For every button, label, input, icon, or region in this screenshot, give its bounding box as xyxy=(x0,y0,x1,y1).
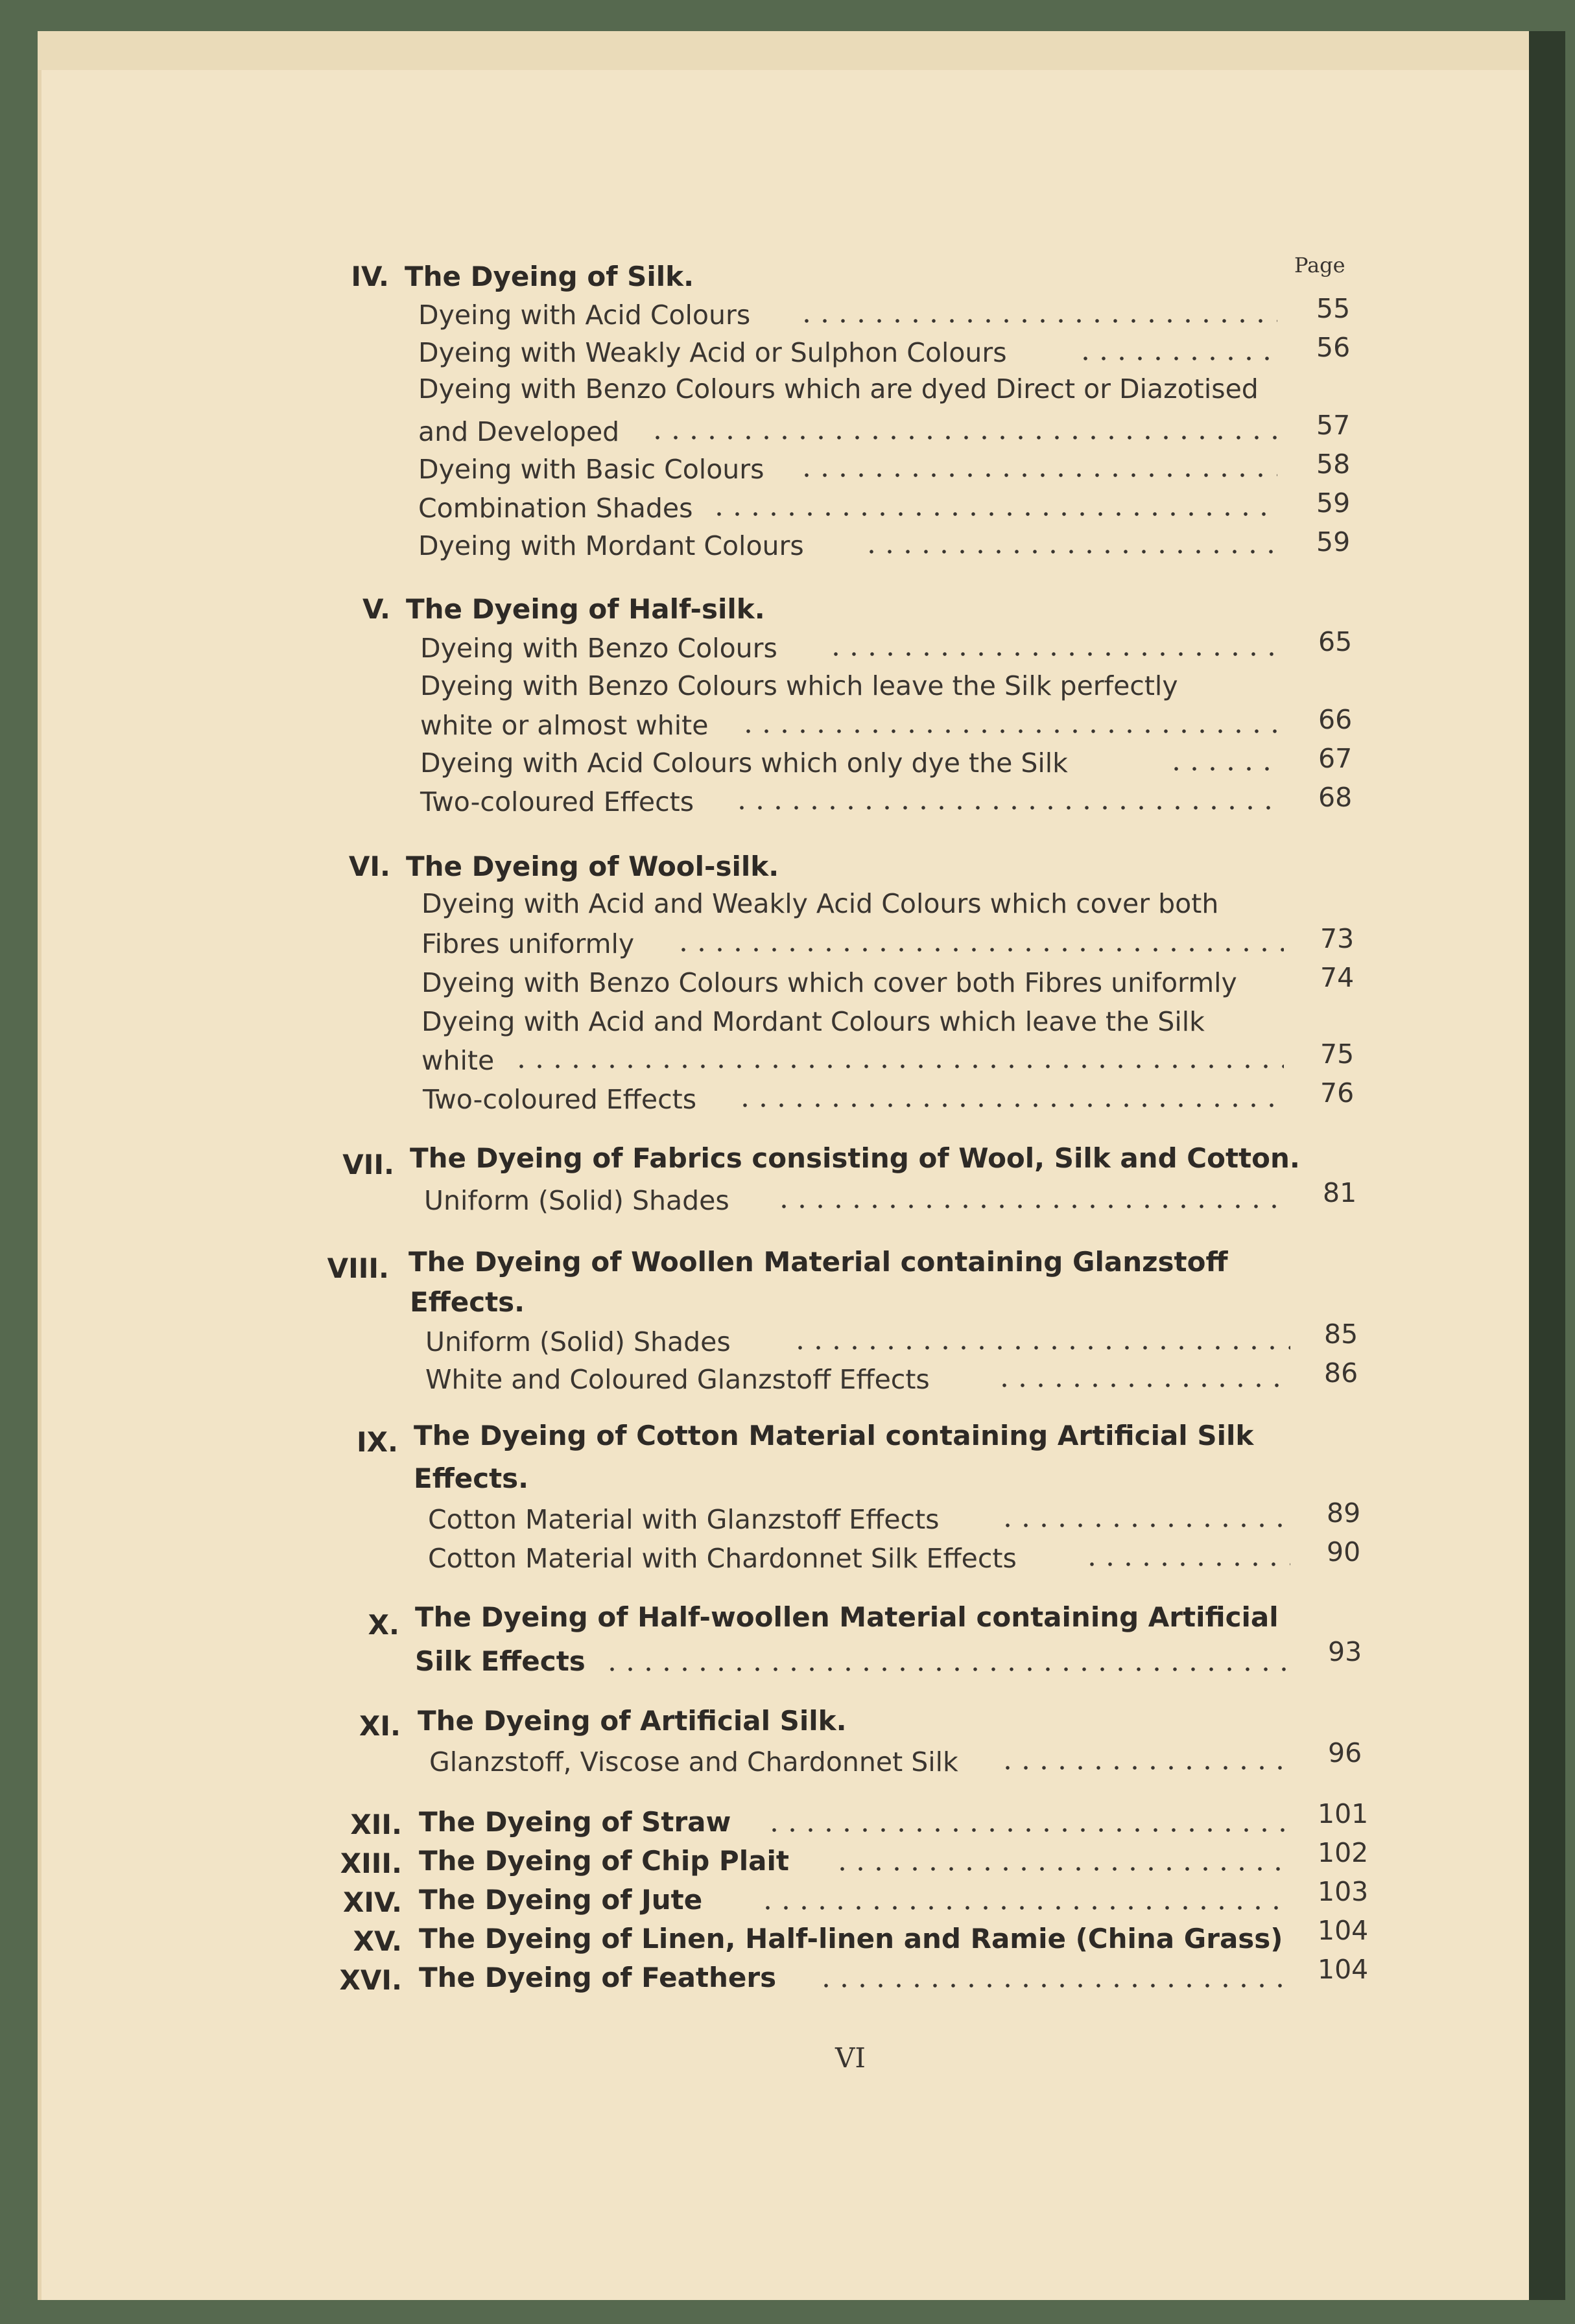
leader-dots xyxy=(999,1766,1290,1770)
leader-dots xyxy=(710,512,1277,516)
section-number: VI. xyxy=(348,851,390,882)
leader-dots xyxy=(833,1867,1290,1871)
leader-dots xyxy=(775,1204,1287,1208)
toc-entry-continued: white or almost white xyxy=(420,710,709,741)
section-title-continued: Effects. xyxy=(410,1286,525,1318)
page-number: 75 xyxy=(1320,1039,1355,1070)
toc-entry: Two-coloured Effects xyxy=(420,786,694,817)
page-number: 58 xyxy=(1316,449,1351,480)
section-title: The Dyeing of Half-silk. xyxy=(406,593,765,625)
page-number: 57 xyxy=(1316,410,1351,441)
page-number: 104 xyxy=(1318,1915,1369,1946)
leader-dots xyxy=(1076,357,1277,360)
section-number: V. xyxy=(362,593,390,625)
section-number: X. xyxy=(368,1609,399,1641)
page-number: 90 xyxy=(1327,1536,1361,1567)
section-title: The Dyeing of Chip Plait xyxy=(419,1845,789,1877)
leader-dots xyxy=(765,1828,1290,1832)
toc-entry: Dyeing with Benzo Colours xyxy=(420,633,777,664)
toc-entry: Cotton Material with Chardonnet Silk Effects xyxy=(428,1543,1017,1574)
page-number: 104 xyxy=(1318,1954,1369,1985)
toc-entry-continued: white xyxy=(421,1045,495,1076)
page-number: 67 xyxy=(1318,743,1353,774)
toc-entry: Dyeing with Mordant Colours xyxy=(418,530,804,561)
section-title: The Dyeing of Jute xyxy=(419,1884,703,1916)
leader-dots xyxy=(674,948,1284,952)
leader-dots xyxy=(759,1906,1290,1910)
leader-dots xyxy=(603,1667,1290,1671)
page-number: 55 xyxy=(1316,293,1351,324)
toc-entry: Dyeing with Acid and Mordant Colours which leave the Silk xyxy=(421,1006,1205,1037)
page-number: 96 xyxy=(1328,1737,1362,1768)
section-title: The Dyeing of Linen, Half-linen and Ramie (China Grass) xyxy=(419,1923,1283,1954)
section-number: XVI. xyxy=(339,1964,402,1996)
page-number: 56 xyxy=(1316,332,1351,363)
section-number: XI. xyxy=(359,1710,401,1742)
page-number: 68 xyxy=(1318,782,1353,813)
toc-entry: Dyeing with Benzo Colours which leave the Silk perfectly xyxy=(420,670,1178,701)
section-number: VII. xyxy=(342,1149,394,1180)
toc-entry: Dyeing with Acid Colours xyxy=(418,299,751,331)
toc-entry: White and Coloured Glanzstoff Effects xyxy=(425,1364,930,1395)
page-number: 74 xyxy=(1320,962,1355,993)
page-number: 93 xyxy=(1328,1636,1362,1667)
leader-dots xyxy=(1167,767,1281,771)
leader-dots xyxy=(739,729,1281,733)
leader-dots xyxy=(736,1103,1284,1107)
leader-dots xyxy=(995,1383,1290,1387)
leader-dots xyxy=(512,1064,1284,1068)
page-number: 85 xyxy=(1324,1319,1358,1350)
section-title: The Dyeing of Fabrics consisting of Wool, Silk and Cotton. xyxy=(410,1142,1300,1174)
leader-dots xyxy=(648,436,1277,440)
leader-dots xyxy=(798,319,1277,323)
leader-dots xyxy=(791,1346,1290,1350)
section-title: The Dyeing of Feathers xyxy=(419,1962,777,1993)
section-title: The Dyeing of Half-woollen Material containing Artificial xyxy=(415,1601,1279,1633)
toc-entry: Dyeing with Benzo Colours which are dyed Direct or Diazotised xyxy=(418,373,1259,405)
toc-entry-continued: Fibres uniformly xyxy=(421,928,635,959)
leader-dots xyxy=(733,806,1281,810)
section-number: XV. xyxy=(353,1925,402,1957)
page-number: 102 xyxy=(1318,1837,1369,1868)
leader-dots xyxy=(798,473,1277,477)
section-number: XII. xyxy=(350,1809,402,1840)
toc-entry: Uniform (Solid) Shades xyxy=(424,1185,729,1216)
folio-number: VI xyxy=(835,2042,866,2074)
toc-entry: Combination Shades xyxy=(418,493,693,524)
leader-dots xyxy=(817,1984,1290,1988)
section-number: XIV. xyxy=(342,1886,402,1918)
section-title: The Dyeing of Wool-silk. xyxy=(406,851,779,882)
page-number: 89 xyxy=(1327,1497,1361,1529)
toc-entry: Dyeing with Acid and Weakly Acid Colours which cover both xyxy=(421,888,1219,919)
page-number: 59 xyxy=(1316,487,1351,519)
page-number: 103 xyxy=(1318,1876,1369,1907)
page-number: 59 xyxy=(1316,526,1351,558)
section-title-continued: Effects. xyxy=(414,1462,529,1494)
leader-dots xyxy=(862,550,1277,554)
leader-dots xyxy=(999,1523,1290,1527)
toc-entry: Cotton Material with Glanzstoff Effects xyxy=(428,1504,940,1535)
toc-entry: Two-coloured Effects xyxy=(423,1084,697,1115)
page-number: 73 xyxy=(1320,923,1355,954)
section-title: The Dyeing of Straw xyxy=(419,1806,731,1838)
section-title: The Dyeing of Silk. xyxy=(405,261,694,292)
section-title-continued: Silk Effects xyxy=(415,1645,586,1677)
page-number: 66 xyxy=(1318,704,1353,735)
page-number: 86 xyxy=(1324,1357,1358,1389)
toc-entry: Dyeing with Weakly Acid or Sulphon Colours xyxy=(418,337,1007,368)
toc-entry: Glanzstoff, Viscose and Chardonnet Silk xyxy=(429,1746,958,1778)
page-number: 101 xyxy=(1318,1798,1369,1829)
page-number: 76 xyxy=(1320,1077,1355,1109)
leader-dots xyxy=(1083,1562,1290,1566)
section-title: The Dyeing of Artificial Silk. xyxy=(418,1705,847,1737)
section-title: The Dyeing of Woollen Material containing Glanzstoff xyxy=(409,1246,1228,1278)
section-number: IX. xyxy=(357,1426,398,1458)
section-number: XIII. xyxy=(340,1848,402,1879)
section-title: The Dyeing of Cotton Material containing Artificial Silk xyxy=(414,1420,1254,1451)
toc-entry-continued: and Developed xyxy=(418,416,620,447)
toc-entry: Dyeing with Benzo Colours which cover both Fibres uniformly xyxy=(421,967,1237,998)
toc-entry: Uniform (Solid) Shades xyxy=(425,1326,731,1357)
leader-dots xyxy=(827,652,1281,656)
page-column-label: Page xyxy=(1294,253,1345,277)
page-number: 65 xyxy=(1318,626,1353,657)
section-number: VIII. xyxy=(327,1252,389,1284)
toc-entry: Dyeing with Basic Colours xyxy=(418,454,764,485)
page-number: 81 xyxy=(1323,1177,1357,1208)
toc-entry: Dyeing with Acid Colours which only dye the Silk xyxy=(420,747,1068,779)
section-number: IV. xyxy=(351,261,389,292)
